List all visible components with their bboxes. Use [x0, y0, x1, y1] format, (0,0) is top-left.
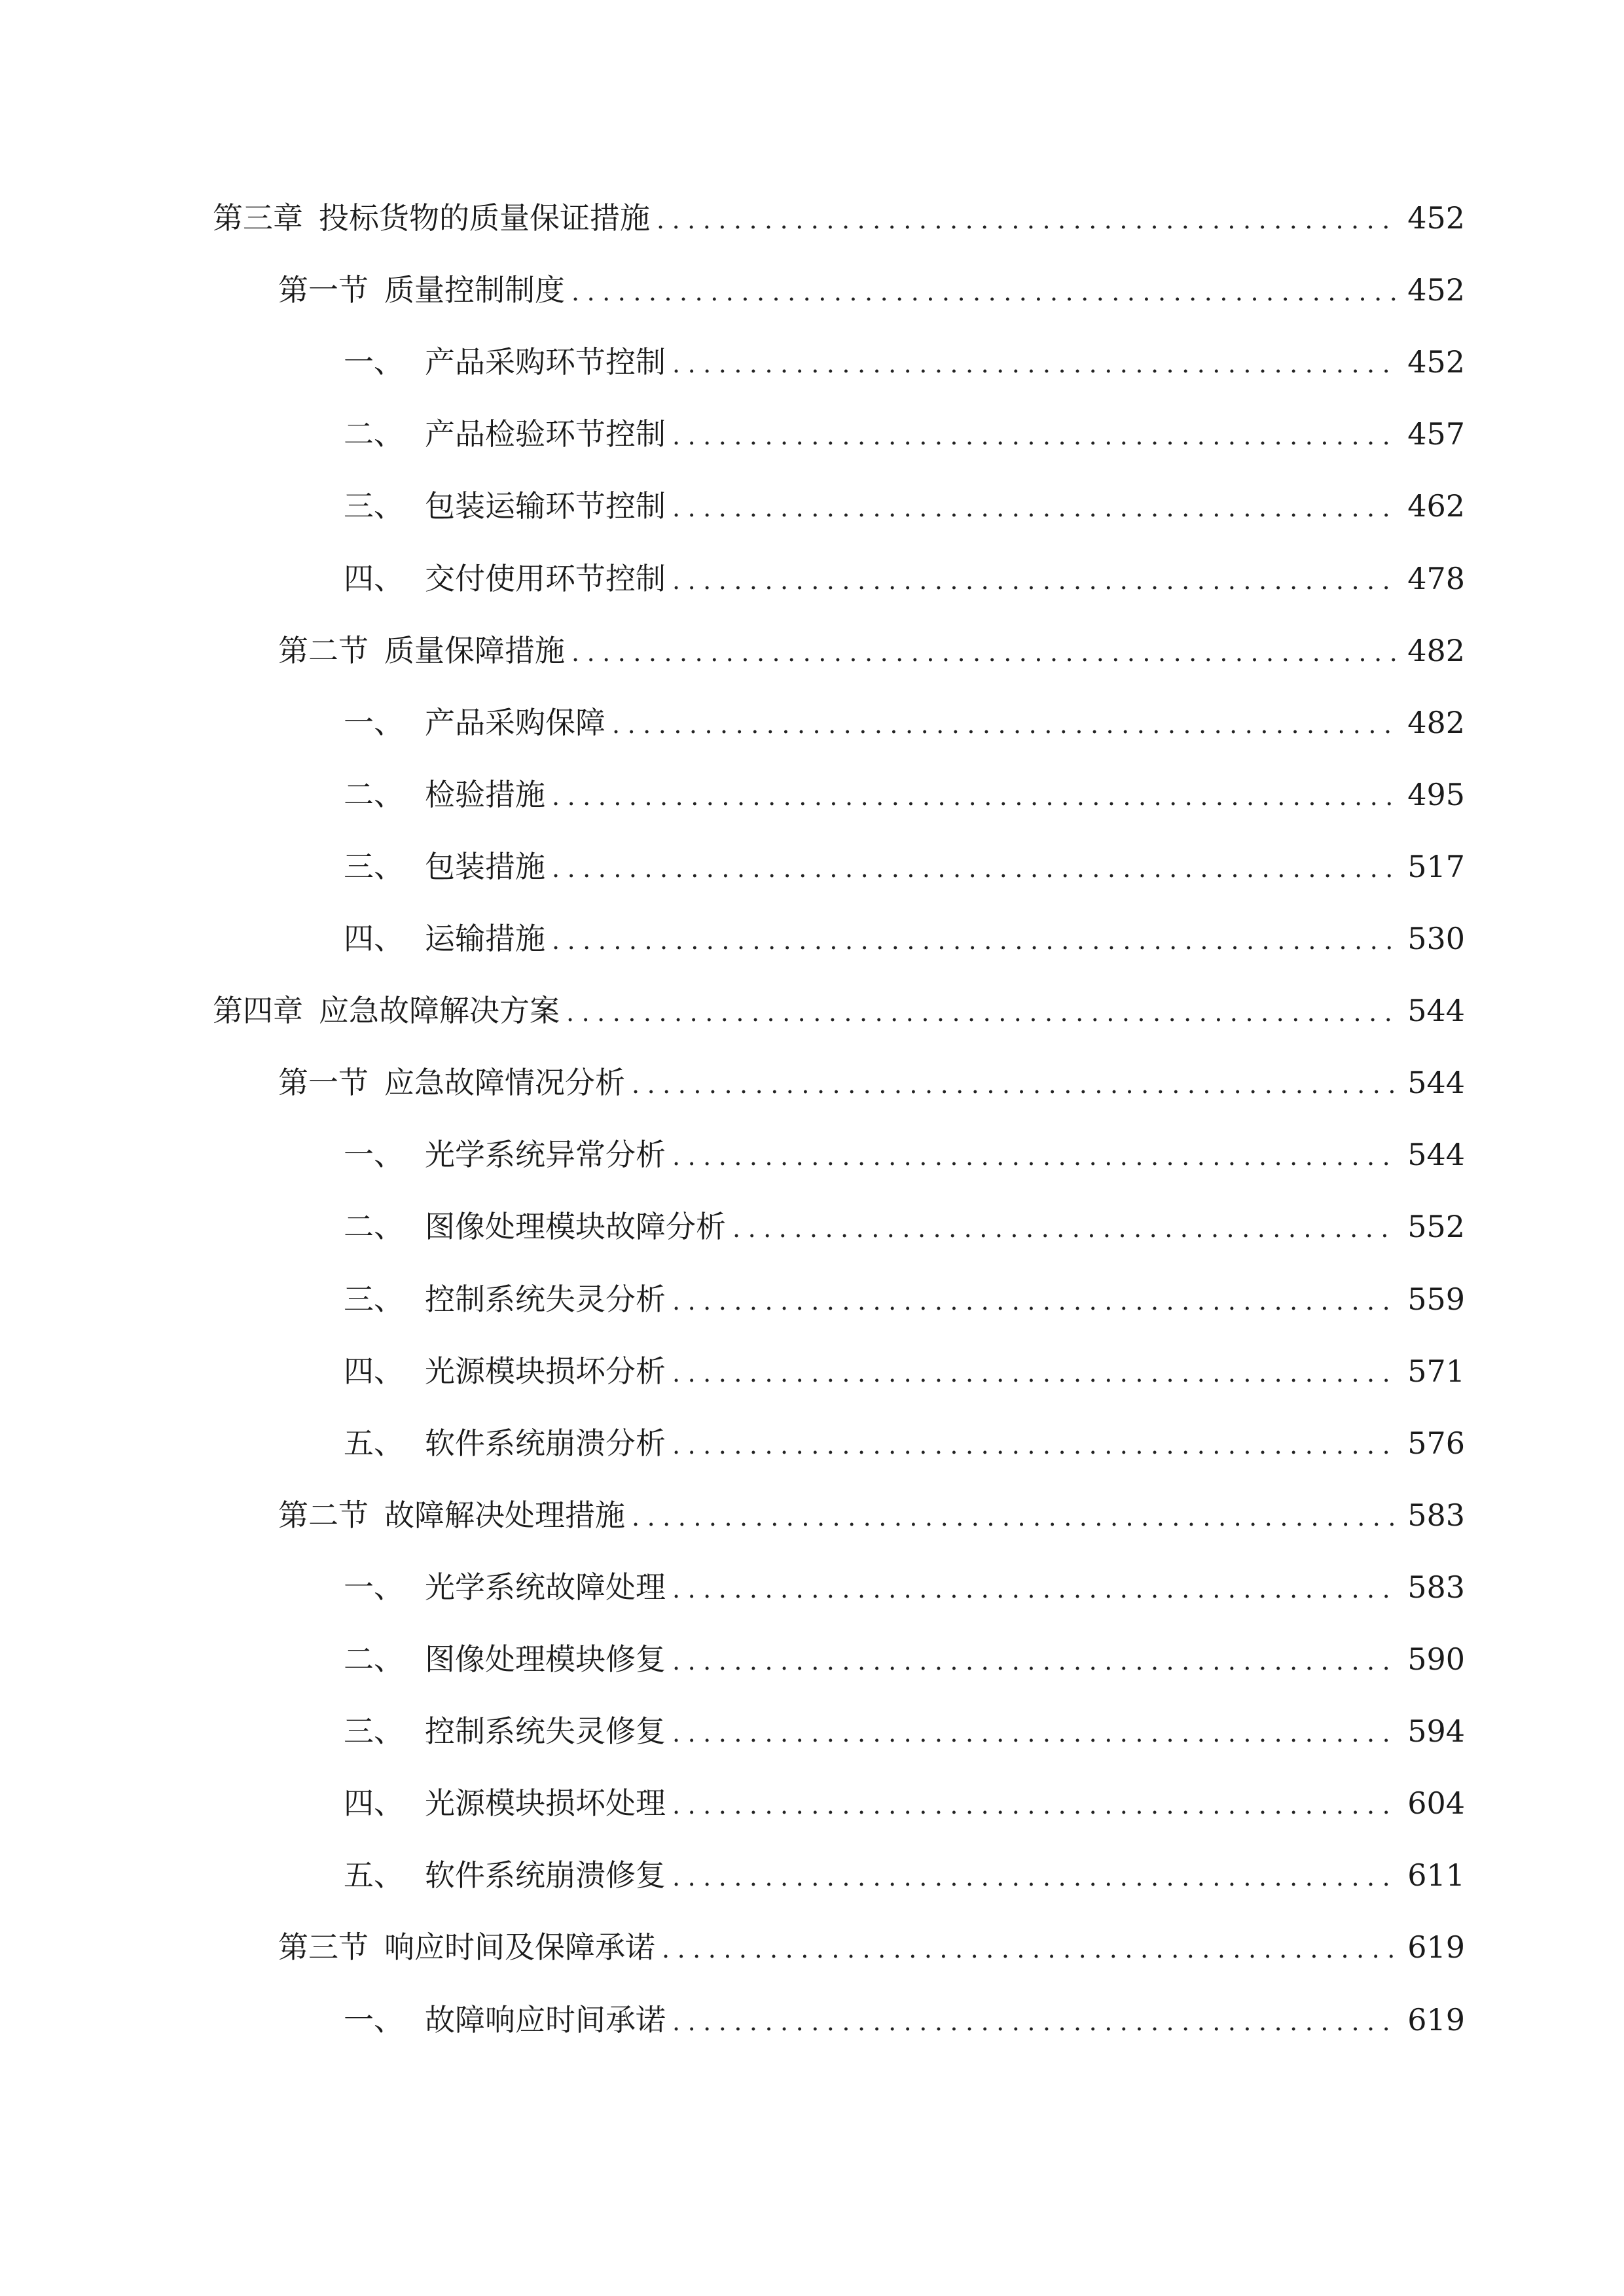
toc-dot-leader: [571, 630, 1398, 675]
toc-entry-page: 571: [1407, 1354, 1465, 1389]
toc-entry[interactable]: [213, 988, 1465, 1033]
toc-dot-leader: [672, 413, 1398, 459]
toc-entry-page: 619: [1407, 1929, 1465, 1965]
toc-entry-number: 二、: [344, 777, 404, 812]
toc-entry[interactable]: [344, 772, 1465, 817]
toc-entry-title: 光源模块损坏处理: [425, 1785, 666, 1821]
toc-entry[interactable]: [344, 916, 1465, 961]
toc-entry-number: 二、: [344, 416, 404, 452]
toc-entry-number: 五、: [344, 1857, 404, 1893]
toc-entry[interactable]: [278, 1060, 1465, 1105]
toc-dot-leader: [672, 341, 1398, 387]
toc-entry[interactable]: [344, 1204, 1465, 1249]
toc-entry-page: 583: [1407, 1498, 1465, 1533]
toc-entry-page: 544: [1407, 1137, 1465, 1172]
toc-entry[interactable]: [344, 483, 1465, 529]
toc-entry-page: 462: [1407, 488, 1465, 524]
toc-entry-title: 应急故障情况分析: [384, 1065, 625, 1100]
toc-dot-leader: [732, 1206, 1398, 1251]
toc-entry-number: 一、: [344, 2002, 404, 2037]
toc-entry-page: 530: [1407, 921, 1465, 956]
toc-entry-title: 光源模块损坏分析: [425, 1354, 666, 1389]
toc-entry-number: 一、: [344, 705, 404, 740]
toc-entry-number: 一、: [344, 1137, 404, 1172]
toc-entry[interactable]: [344, 1564, 1465, 1610]
toc-entry-number: 四、: [344, 921, 404, 956]
toc-entry[interactable]: [344, 1636, 1465, 1682]
toc-dot-leader: [552, 774, 1398, 819]
toc-entry-number: 三、: [344, 1713, 404, 1749]
toc-entry-number: 第二节: [278, 633, 369, 668]
toc-entry[interactable]: [278, 267, 1465, 313]
toc-entry[interactable]: [344, 1276, 1465, 1322]
toc-entry-page: 478: [1407, 561, 1465, 596]
toc-entry[interactable]: [278, 1924, 1465, 1970]
toc-entry-title: 光学系统异常分析: [425, 1137, 666, 1172]
toc-entry-page: 544: [1407, 993, 1465, 1028]
toc-entry-title: 质量控制制度: [384, 272, 565, 308]
toc-entry-number: 五、: [344, 1426, 404, 1461]
toc-entry-page: 517: [1407, 849, 1465, 884]
toc-entry-page: 482: [1407, 705, 1465, 740]
toc-entry-title: 故障响应时间承诺: [425, 2002, 666, 2037]
toc-dot-leader: [552, 918, 1398, 963]
toc-dot-leader: [672, 1710, 1398, 1756]
toc-dot-leader: [632, 1494, 1398, 1540]
toc-dot-leader: [672, 1854, 1398, 1900]
toc-entry-title: 应急故障解决方案: [319, 993, 560, 1028]
toc-entry[interactable]: [278, 628, 1465, 673]
toc-dot-leader: [672, 485, 1398, 531]
toc-entry-page: 552: [1407, 1209, 1465, 1244]
toc-dot-leader: [662, 1926, 1398, 1972]
toc-entry-number: 二、: [344, 1209, 404, 1244]
toc-entry-page: 619: [1407, 2002, 1465, 2037]
toc-entry[interactable]: [344, 1852, 1465, 1898]
toc-entry[interactable]: [344, 1997, 1465, 2043]
toc-dot-leader: [657, 197, 1398, 243]
toc-entry-title: 图像处理模块故障分析: [425, 1209, 726, 1244]
toc-entry-page: 604: [1407, 1785, 1465, 1821]
toc-entry[interactable]: [344, 339, 1465, 385]
toc-entry-number: 四、: [344, 1785, 404, 1821]
toc-entry-page: 590: [1407, 1641, 1465, 1677]
toc-dot-leader: [672, 1134, 1398, 1179]
toc-entry-number: 第一节: [278, 272, 369, 308]
toc-dot-leader: [612, 702, 1398, 747]
toc-dot-leader: [566, 990, 1398, 1035]
toc-entry-number: 三、: [344, 488, 404, 524]
toc-entry-title: 产品采购保障: [425, 705, 605, 740]
toc-entry-number: 三、: [344, 1282, 404, 1317]
toc-entry-number: 第二节: [278, 1498, 369, 1533]
toc-dot-leader: [672, 558, 1398, 603]
toc-entry-page: 452: [1407, 272, 1465, 308]
toc-entry-title: 运输措施: [425, 921, 545, 956]
toc-entry-page: 452: [1407, 200, 1465, 236]
toc-dot-leader: [672, 1638, 1398, 1684]
toc-entry[interactable]: [278, 1492, 1465, 1538]
toc-entry-title: 光学系统故障处理: [425, 1570, 666, 1605]
toc-dot-leader: [672, 1999, 1398, 2045]
toc-entry-number: 一、: [344, 344, 404, 380]
toc-entry-number: 四、: [344, 561, 404, 596]
toc-entry-title: 交付使用环节控制: [425, 561, 666, 596]
toc-entry-title: 故障解决处理措施: [384, 1498, 625, 1533]
toc-entry-page: 611: [1407, 1857, 1465, 1893]
toc-entry-number: 一、: [344, 1570, 404, 1605]
toc-entry[interactable]: [344, 1780, 1465, 1826]
toc-entry-title: 控制系统失灵修复: [425, 1713, 666, 1749]
toc-entry-page: 559: [1407, 1282, 1465, 1317]
toc-entry-title: 软件系统崩溃修复: [425, 1857, 666, 1893]
toc-entry-title: 质量保障措施: [384, 633, 565, 668]
toc-entry[interactable]: [213, 195, 1465, 241]
toc-dot-leader: [632, 1062, 1398, 1107]
toc-entry[interactable]: [344, 1708, 1465, 1754]
toc-entry-page: 482: [1407, 633, 1465, 668]
toc-entry-title: 图像处理模块修复: [425, 1641, 666, 1677]
toc-entry-page: 495: [1407, 777, 1465, 812]
toc-entry-title: 包装运输环节控制: [425, 488, 666, 524]
toc-entry-number: 第三节: [278, 1929, 369, 1965]
toc-entry-title: 包装措施: [425, 849, 545, 884]
toc-entry-title: 控制系统失灵分析: [425, 1282, 666, 1317]
toc-entry[interactable]: [344, 700, 1465, 745]
toc-entry-page: 457: [1407, 416, 1465, 452]
toc-dot-leader: [672, 1278, 1398, 1324]
toc-entry[interactable]: [344, 1348, 1465, 1394]
toc-entry-page: 594: [1407, 1713, 1465, 1749]
toc-entry-number: 第四章: [213, 993, 303, 1028]
toc-entry-page: 544: [1407, 1065, 1465, 1100]
toc-dot-leader: [552, 846, 1398, 891]
toc-dot-leader: [672, 1566, 1398, 1612]
toc-entry-page: 452: [1407, 344, 1465, 380]
toc-entry-title: 检验措施: [425, 777, 545, 812]
toc-entry-number: 二、: [344, 1641, 404, 1677]
toc-entry[interactable]: [344, 411, 1465, 457]
toc-dot-leader: [672, 1422, 1398, 1468]
toc-entry[interactable]: [344, 1132, 1465, 1177]
toc-entry-title: 响应时间及保障承诺: [384, 1929, 655, 1965]
toc-entry[interactable]: [344, 1420, 1465, 1466]
toc-entry-number: 第一节: [278, 1065, 369, 1100]
toc-entry-title: 产品检验环节控制: [425, 416, 666, 452]
toc-entry-number: 三、: [344, 849, 404, 884]
toc-entry-number: 四、: [344, 1354, 404, 1389]
toc-dot-leader: [571, 269, 1398, 315]
toc-entry-title: 投标货物的质量保证措施: [319, 200, 650, 236]
toc-entry-number: 第三章: [213, 200, 303, 236]
toc-dot-leader: [672, 1782, 1398, 1828]
toc-entry-page: 576: [1407, 1426, 1465, 1461]
toc-entry[interactable]: [344, 556, 1465, 601]
toc-entry-title: 产品采购环节控制: [425, 344, 666, 380]
toc-entry-title: 软件系统崩溃分析: [425, 1426, 666, 1461]
toc-entry[interactable]: [344, 844, 1465, 889]
toc-dot-leader: [672, 1350, 1398, 1396]
toc-entry-page: 583: [1407, 1570, 1465, 1605]
